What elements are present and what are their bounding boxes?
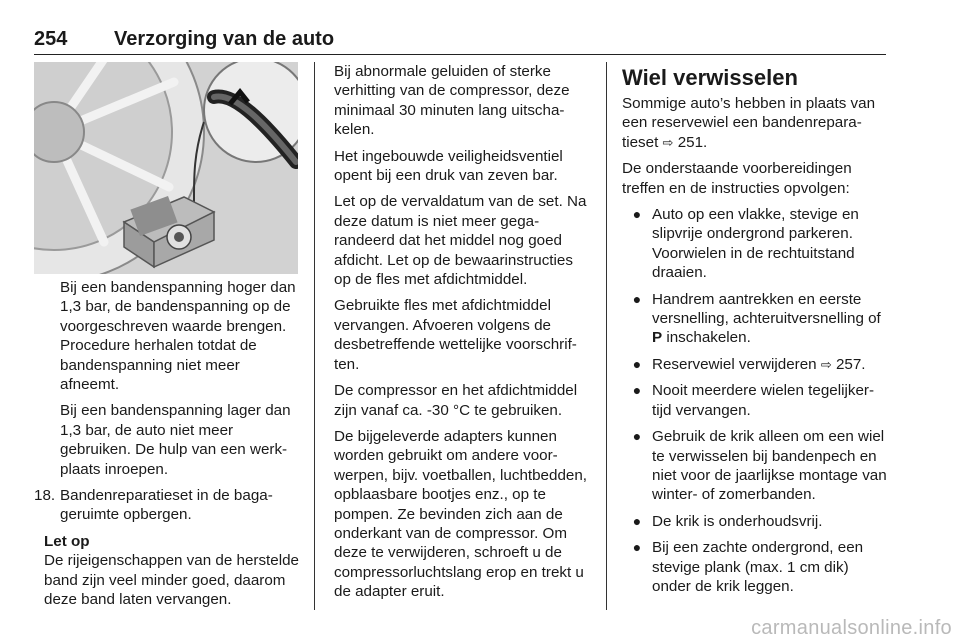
page-ref-link[interactable]: 251. [677,133,708,151]
list-item: ● Handrem aantrekken en eerste versnelling, achteruitversnelling of P inschakelen. [622,290,888,348]
prep-paragraph: De onderstaande voorbereidingen treffen en de instructies opvolgen: [622,160,852,197]
caution-paragraph: Bij een bandenspanning lager dan 1,3 bar, de auto niet meer gebruiken. De hulp van een werkplaats inroepen. [60,402,291,478]
page-header [34,28,886,55]
step-text: Bandenreparatieset in de bagageruimte opbergen. [60,487,273,524]
bullet-icon: ● [632,512,642,529]
intro-paragraph: Sommige auto’s hebben in plaats van een reservewiel een bandenreparatieset ⇨ 251. [622,95,876,151]
bullet-icon: ● [632,539,642,556]
bullet-icon: ● [632,206,642,223]
bullet-icon: ● [632,355,642,372]
note-block [44,532,302,610]
compressor-illustration [34,62,298,274]
list-item: ● De krik is onderhoudsvrij. [622,512,888,531]
list-item: ● Reservewiel verwijderen ⇨ 257. [622,355,888,374]
list-item: ● Bij een zachte ondergrond, een stevige plank (max. 1 cm dik) onder de krik leggen. [622,538,888,596]
tire-compressor-image [34,62,298,274]
column-left [34,62,302,610]
list-item: ● Gebruik de krik alleen om een wiel te verwisselen bij bandenpech en niet voor de jaarlijkse montage van winter- of zomerbanden. [622,427,888,505]
body-paragraph: De compressor en het afdichtmiddel zijn vanaf ca. -30 °C te gebruiken. [334,382,578,419]
body-paragraph: Bij abnormale geluiden of sterke verhitting van de compressor, deze minimaal 30 minuten lang uitschakelen. [334,63,570,139]
body-paragraph: Let op de vervaldatum van de set. Na deze datum is niet meer gegarandeerd dat het middel nog goed afdicht. Let op de bewaarinstructies op de fles met afdichtmiddel. [334,193,587,289]
body-paragraph: Het ingebouwde veiligheidsventiel opent bij een druk van zeven bar. [334,147,563,185]
step-number: 18. [34,487,56,505]
column-middle [334,62,592,609]
body-paragraph: Gebruikte fles met afdichtmiddel vervangen. Afvoeren volgens de desbetreffende wettelijke voorschriften. [334,297,577,373]
body-paragraph: De bijgeleverde adapters kunnen worden gebruikt om andere voorwerpen, bijv. voetballen, luchtbedden, opblaasbare bootjes enz., op te pompen. Ze bevinden zich aan de onderkant van de compressor. Om deze te verwijderen, schroeft u de compressorluchtslang erop en trekt u de adapter eruit. [334,427,588,601]
caution-paragraph: Bij een bandenspanning hoger dan 1,3 bar, de bandenspanning op de voorgeschreven waarde brengen. Procedure herhalen totdat de bandenspanning niet meer afneemt. [60,279,296,394]
page-ref-arrow-icon: ⇨ [662,134,674,150]
column-divider [314,62,315,610]
instruction-list [622,205,888,596]
page-number: 254 [34,28,68,50]
column-divider [606,62,607,610]
section-heading: Wiel verwisselen [622,65,798,90]
note-heading: Let op [44,532,90,550]
list-item: ● Nooit meerdere wielen tegelijkertijd vervangen. [622,381,888,420]
bullet-icon: ● [632,290,642,307]
note-text: De rijeigenschappen van de herstelde band zijn veel minder goed, daarom deze band laten vervangen. [44,552,299,609]
watermark: carmanualsonline.info [751,617,952,639]
page-ref-arrow-icon: ⇨ [820,356,832,372]
column-right [622,62,888,603]
section-title: Verzorging van de auto [114,28,335,50]
step-item [34,486,302,525]
bullet-icon: ● [632,428,642,445]
list-item: ● Auto op een vlakke, stevige en slipvrije ondergrond parkeren. Voorwielen in de rechtuitstand draaien. [622,205,888,283]
bullet-icon: ● [632,382,642,399]
page-ref-link[interactable]: 257. [835,355,866,373]
